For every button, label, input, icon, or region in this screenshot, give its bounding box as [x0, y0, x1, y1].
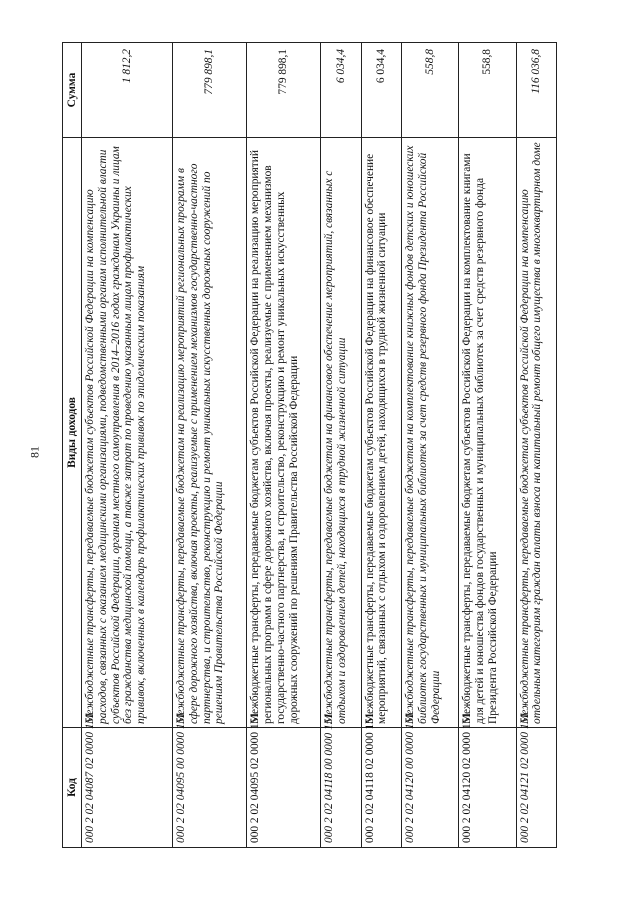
row-description: Межбюджетные трансферты, передаваемые бюджетам субъектов Российской Федерации на реализацию мероприятий региональных программ в сфере дорожного хозяйства, включая проекты, реализуемые с применением механизмов государственно-частного партнерства, и строительство, реконструкцию и ремонт уникальных искусственных дорожных сооружений по решениям Правительства Российской Федерации — [247, 138, 321, 728]
row-amount: 116 036,8 — [516, 43, 556, 138]
header-amount: Сумма — [63, 43, 82, 138]
row-code: 000 2 02 04087 02 0000 151 — [82, 728, 173, 848]
table-row — [321, 43, 361, 848]
row-code: 000 2 02 04121 02 0000 151 — [516, 728, 556, 848]
row-amount: 558,8 — [459, 43, 516, 138]
rotated-page-content — [62, 43, 557, 848]
table-body — [82, 43, 557, 848]
table-row — [247, 43, 321, 848]
page-number: 81 — [27, 446, 42, 458]
row-code: 000 2 02 04118 02 0000 151 — [361, 728, 401, 848]
row-code: 000 2 02 04120 00 0000 151 — [402, 728, 459, 848]
table-row — [173, 43, 247, 848]
row-description: Межбюджетные трансферты, передаваемые бюджетам на реализацию мероприятий региональных программ в сфере дорожного хозяйства, включая проекты, реализуемые с применением механизмов государственно-частного партнерства, и строительство, реконструкцию и ремонт уникальных искусственных дорожных сооружений по решениям Правительства Российской Федерации — [173, 138, 247, 728]
row-code: 000 2 02 04120 02 0000 151 — [459, 728, 516, 848]
header-description: Виды доходов — [63, 138, 82, 728]
table-header-row — [63, 43, 82, 848]
table-row — [361, 43, 401, 848]
row-code: 000 2 02 04118 00 0000 151 — [321, 728, 361, 848]
row-description: Межбюджетные трансферты, передаваемые бюджетам субъектов Российской Федерации на комплектование книгами для детей и юношества фондов государственных и муниципальных библиотек за счет средств резервного фонда Президента Российской Федерации — [459, 138, 516, 728]
row-amount: 6 034,4 — [361, 43, 401, 138]
row-amount: 6 034,4 — [321, 43, 361, 138]
table-row — [516, 43, 556, 848]
revenue-table — [62, 42, 557, 848]
row-amount: 779 898,1 — [173, 43, 247, 138]
row-amount: 1 812,2 — [82, 43, 173, 138]
table-row — [82, 43, 173, 848]
row-description: Межбюджетные трансферты, передаваемые бюджетам субъектов Российской Федерации на компенсацию отдельным категориям граждан оплаты взноса на капитальный ремонт общего имущества в многоквартирном доме — [516, 138, 556, 728]
table-row — [459, 43, 516, 848]
row-code: 000 2 02 04095 00 0000 151 — [173, 728, 247, 848]
row-description: Межбюджетные трансферты, передаваемые бюджетам на комплектование книжных фондов детских и юношеских библиотек государственных и муниципальных библиотек за счет средств резервного фонда Президента Российской Федерации — [402, 138, 459, 728]
row-description: Межбюджетные трансферты, передаваемые бюджетам субъектов Российской Федерации на компенсацию расходов, связанных с оказанием медицинскими организациями, подведомственными органам исполнительной власти субъектов Российской Федерации, органам местного самоуправления в 2014–2016 годах гражданам Украины и лицам без гражданства медицинской помощи, а также затрат по проведению указанным лицам профилактических прививок, включенных в календарь профилактических прививок по эпидемическим показаниям — [82, 138, 173, 728]
header-code: Код — [63, 728, 82, 848]
row-description: Межбюджетные трансферты, передаваемые бюджетам субъектов Российской Федерации на финансовое обеспечение мероприятий, связанных с отдыхом и оздоровлением детей, находящихся в трудной жизненной ситуации — [361, 138, 401, 728]
row-description: Межбюджетные трансферты, передаваемые бюджетам на финансовое обеспечение мероприятий, связанных с отдыхом и оздоровлением детей, находящихся в трудной жизненной ситуации — [321, 138, 361, 728]
row-amount: 779 898,1 — [247, 43, 321, 138]
row-amount: 558,8 — [402, 43, 459, 138]
row-code: 000 2 02 04095 02 0000 151 — [247, 728, 321, 848]
table-row — [402, 43, 459, 848]
